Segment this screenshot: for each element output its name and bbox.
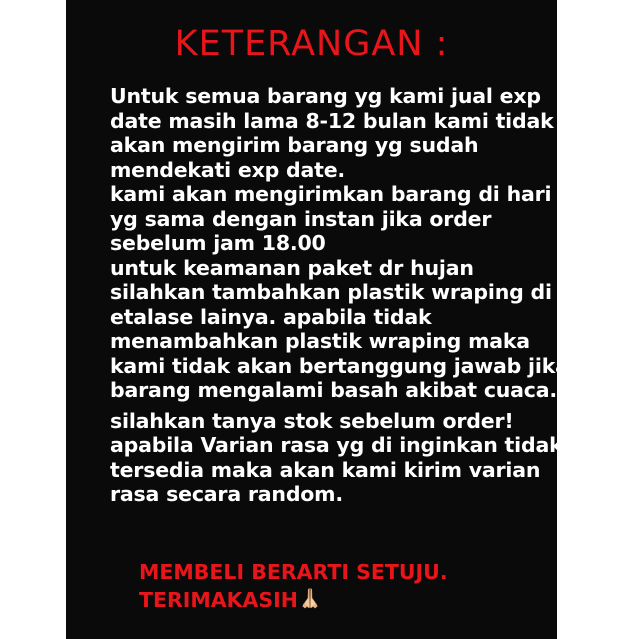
body-line: rasa secara random. bbox=[110, 482, 343, 506]
notice-footer bbox=[139, 558, 549, 616]
body-line: yg sama dengan instan jika order bbox=[110, 206, 492, 231]
body-line: kami akan mengirimkan barang di hari bbox=[110, 182, 552, 206]
body-line: akan mengirim barang yg sudah bbox=[110, 133, 479, 157]
thanks-text: TERIMAKASIH bbox=[139, 588, 298, 612]
body-line: silahkan tanya stok sebelum order! bbox=[110, 408, 514, 433]
body-line: mendekati exp date. bbox=[110, 157, 346, 182]
body-line: menambahkan plastik wraping maka bbox=[110, 329, 530, 353]
notice-body bbox=[110, 84, 569, 507]
body-line: sebelum jam 18.00 bbox=[110, 231, 326, 255]
body-line: etalase lainya. apabila tidak bbox=[110, 304, 432, 329]
body-line: untuk keamanan paket dr hujan bbox=[110, 255, 474, 280]
body-line: silahkan tambahkan plastik wraping di bbox=[110, 280, 552, 304]
body-line: tersedia maka akan kami kirim varian bbox=[110, 457, 541, 482]
body-line: apabila Varian rasa yg di inginkan tidak bbox=[110, 433, 563, 457]
praying-hands-icon bbox=[300, 587, 320, 616]
body-line: Untuk semua barang yg kami jual exp bbox=[110, 84, 541, 108]
notice-title: KETERANGAN : bbox=[174, 24, 449, 64]
agreement-text: MEMBELI BERARTI SETUJU. bbox=[139, 560, 448, 584]
body-line: barang mengalami basah akibat cuaca. bbox=[110, 378, 557, 402]
body-line: date masih lama 8-12 bulan kami tidak bbox=[110, 108, 554, 133]
notice-panel bbox=[66, 0, 569, 639]
thanks-line bbox=[139, 586, 549, 616]
body-line: kami tidak akan bertanggung jawab jika bbox=[110, 353, 569, 378]
